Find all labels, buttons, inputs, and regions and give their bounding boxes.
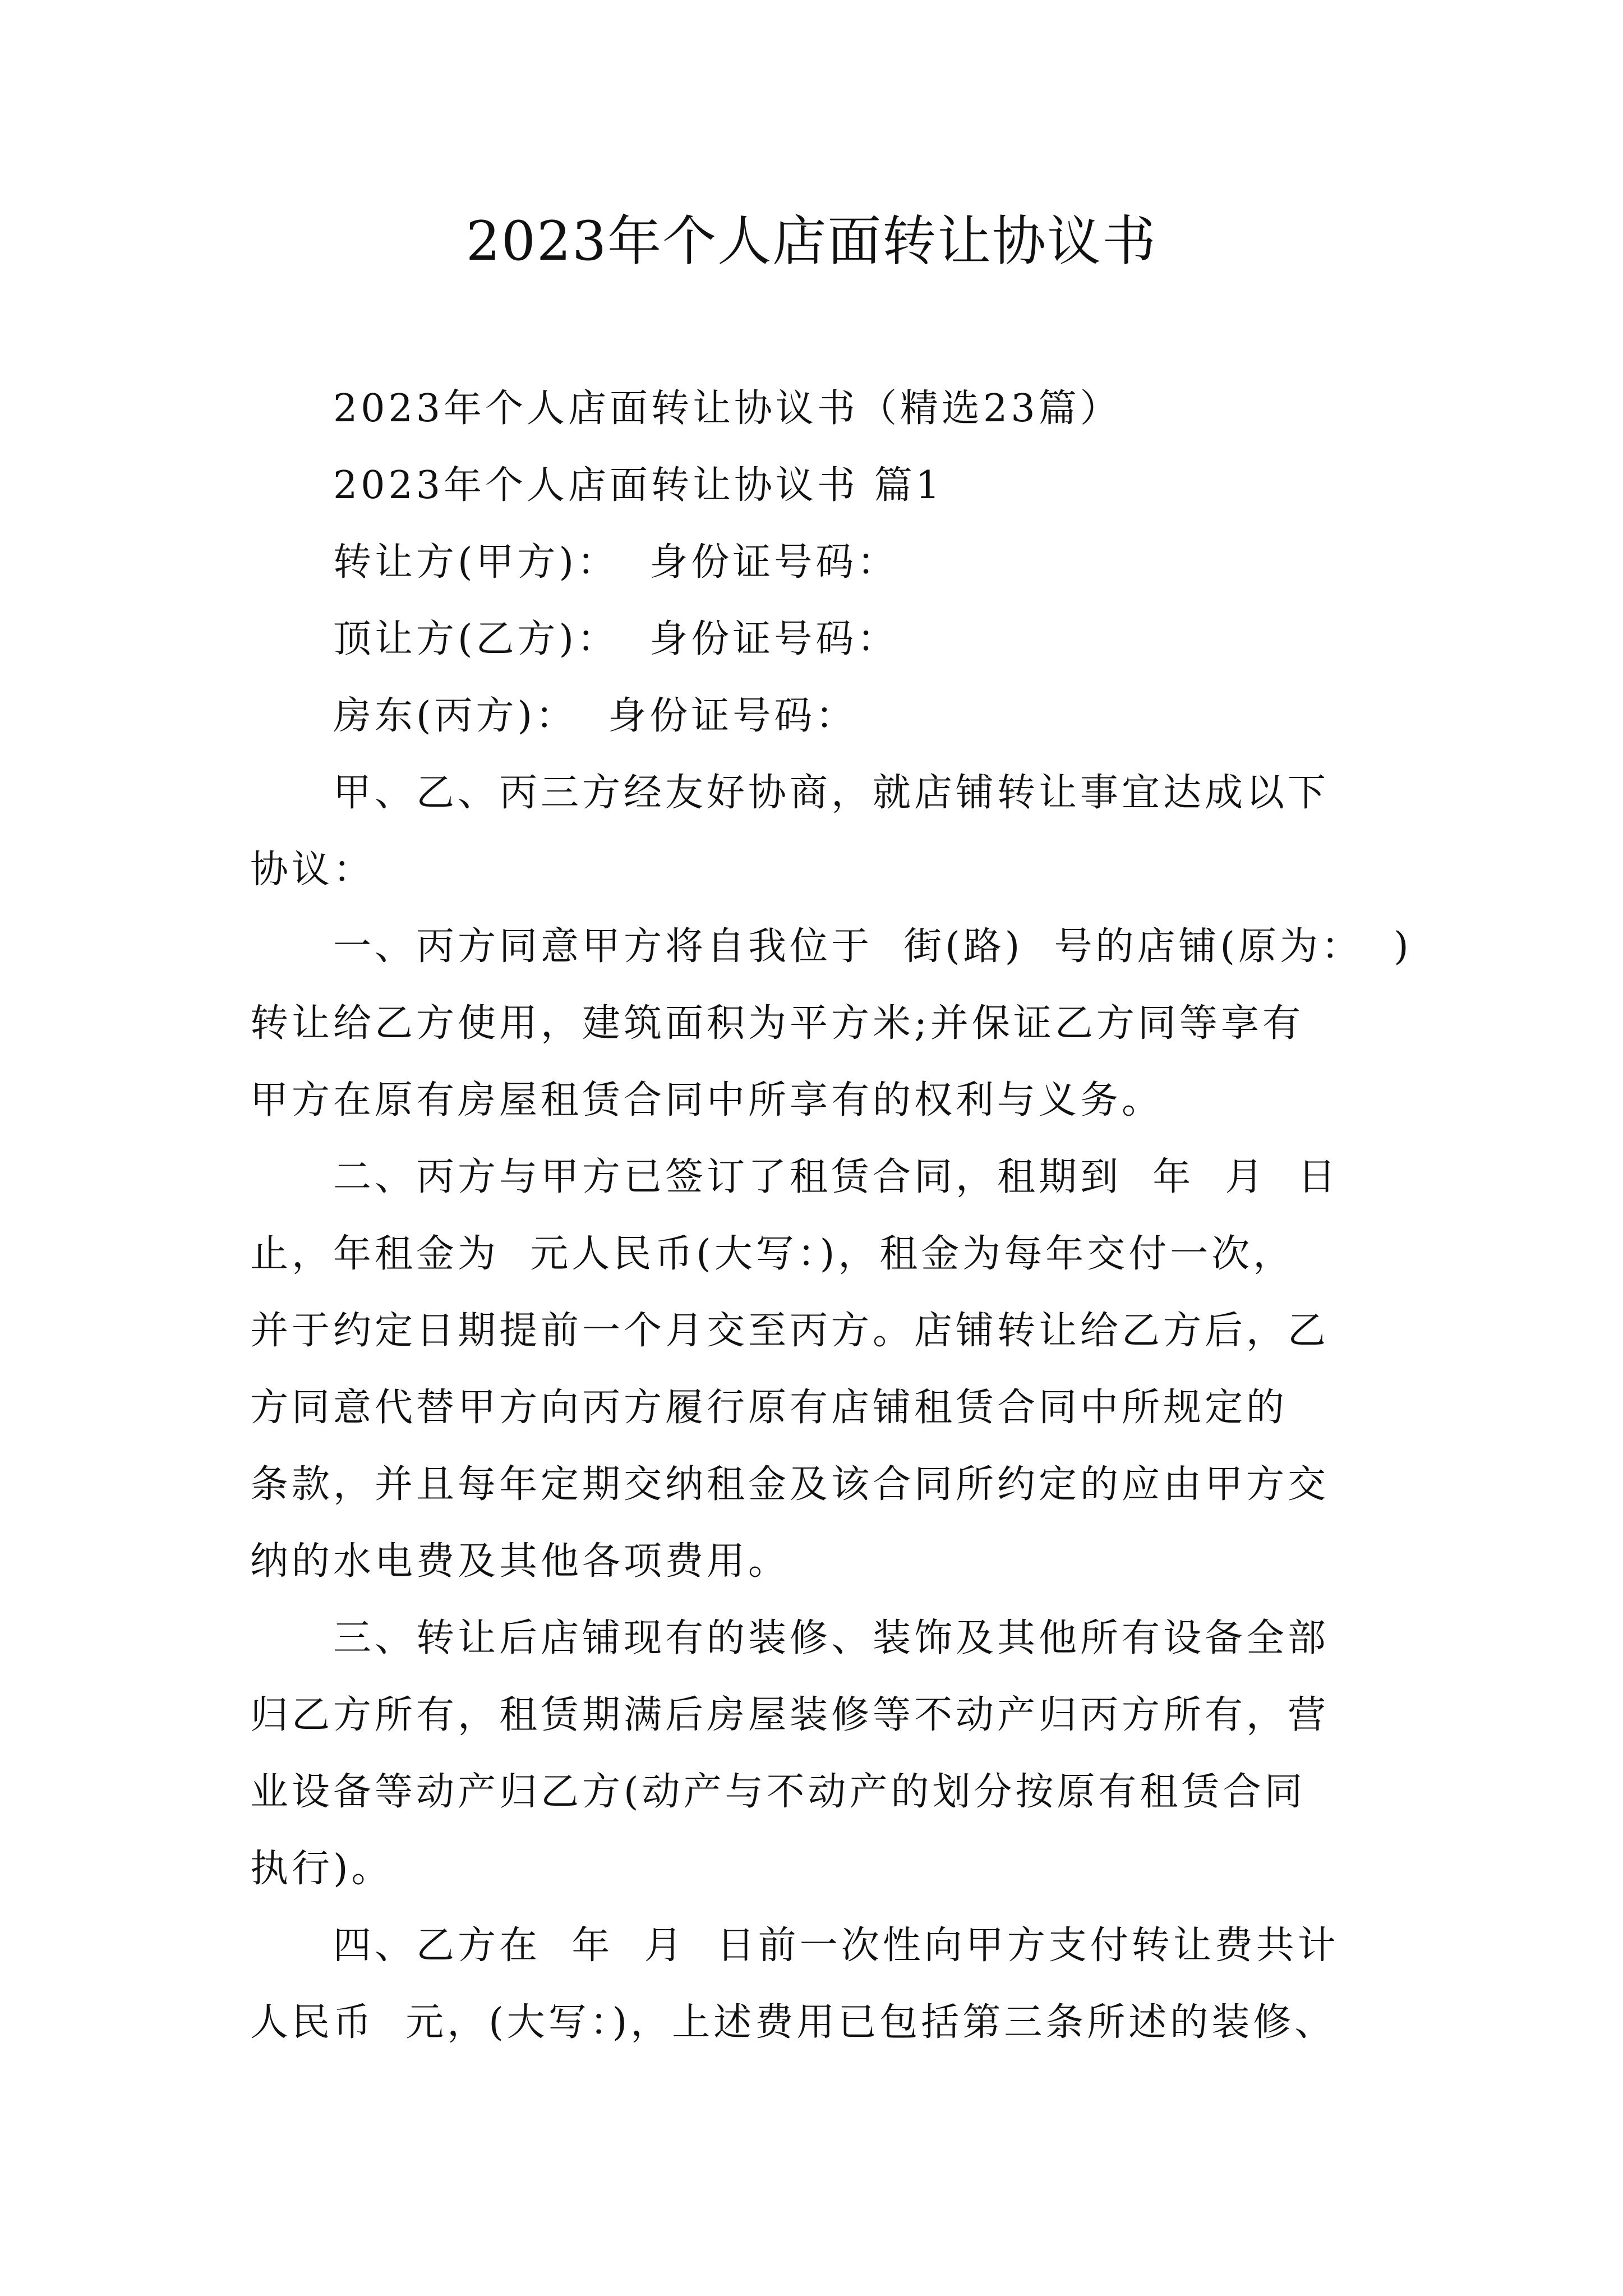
clause-3-line-2: 归乙方所有，租赁期满后房屋装修等不动产归丙方所有，营 bbox=[250, 1693, 1330, 1737]
clause-3-line-1: 三、转让后店铺现有的装修、装饰及其他所有设备全部 bbox=[333, 1616, 1330, 1660]
clause-1-line-2: 转让给乙方使用，建筑面积为平方米;并保证乙方同等享有 bbox=[250, 1001, 1304, 1046]
clause-4-line-1: 四、乙方在 年 月 日前一次性向甲方支付转让费共计 bbox=[333, 1924, 1339, 1968]
clause-2-line-6: 纳的水电费及其他各项费用。 bbox=[250, 1539, 790, 1584]
party-a-line: 转让方(甲方)： 身份证号码： bbox=[333, 540, 899, 585]
clause-2-line-2: 止，年租金为 元人民币(大写：)，租金为每年交付一次， bbox=[250, 1232, 1295, 1276]
clause-1-line-3: 甲方在原有房屋租赁合同中所享有的权利与义务。 bbox=[250, 1078, 1164, 1122]
clause-3-line-3: 业设备等动产归乙方(动产与不动产的划分按原有租赁合同 bbox=[250, 1770, 1306, 1814]
clause-2-line-4: 方同意代替甲方向丙方履行原有店铺租赁合同中所规定的 bbox=[250, 1386, 1288, 1430]
clause-2-line-3: 并于约定日期提前一个月交至丙方。店铺转让给乙方后，乙 bbox=[250, 1309, 1330, 1353]
paragraph-intro-line-1: 甲、乙、丙三方经友好协商，就店铺转让事宜达成以下 bbox=[333, 771, 1330, 815]
document-title: 2023年个人店面转让协议书 bbox=[465, 210, 1158, 273]
collection-heading: 2023年个人店面转让协议书（精选23篇） bbox=[333, 386, 1122, 431]
clause-3-line-4: 执行)。 bbox=[250, 1847, 393, 1891]
party-c-line: 房东(丙方)： 身份证号码： bbox=[333, 694, 857, 738]
section-heading: 2023年个人店面转让协议书 篇1 bbox=[333, 463, 943, 508]
clause-2-line-1: 二、丙方与甲方已签订了租赁合同，租期到 年 月 日 bbox=[333, 1155, 1339, 1199]
document-body bbox=[250, 370, 1412, 2061]
party-b-line: 顶让方(乙方)： 身份证号码： bbox=[333, 617, 899, 661]
clause-4-line-2: 人民币 元，(大写：)，上述费用已包括第三条所述的装修、 bbox=[250, 2000, 1336, 2045]
clause-2-line-5: 条款，并且每年定期交纳租金及该合同所约定的应由甲方交 bbox=[250, 1462, 1330, 1507]
clause-1-line-1: 一、丙方同意甲方将自我位于 街(路) 号的店铺(原为： ) bbox=[333, 924, 1412, 969]
paragraph-intro-line-2: 协议： bbox=[250, 848, 375, 892]
